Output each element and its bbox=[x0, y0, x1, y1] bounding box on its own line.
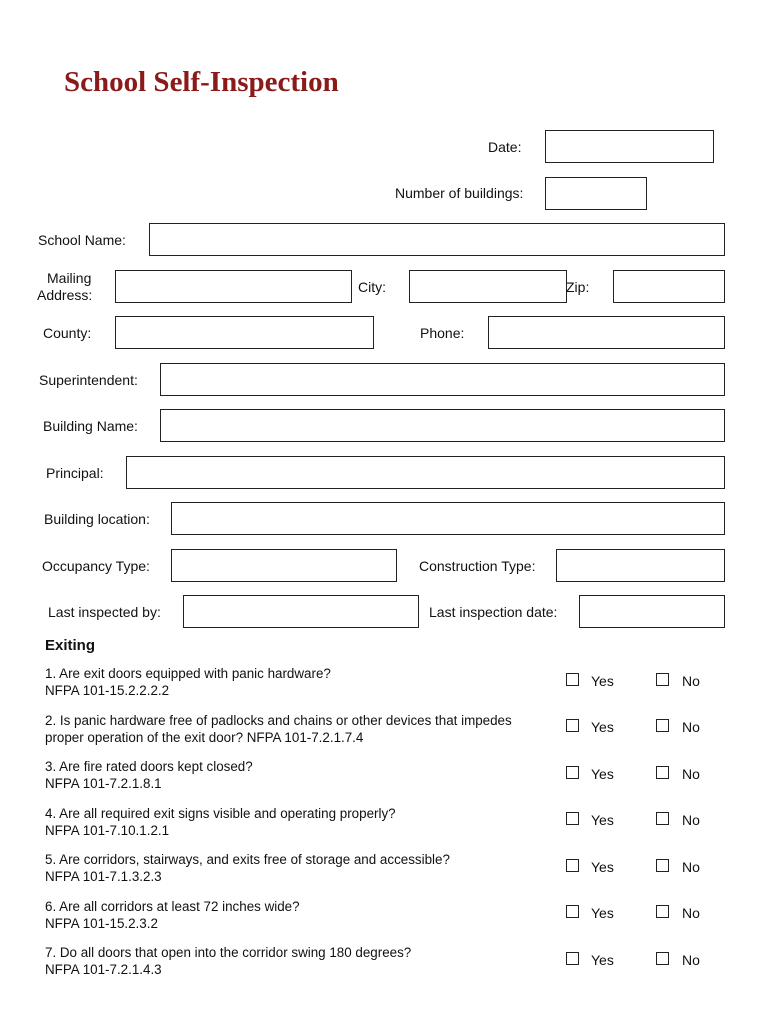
question-text: 3. Are fire rated doors kept closed? bbox=[45, 759, 253, 774]
question-text: 2. Is panic hardware free of padlocks and chains or other devices that impedes bbox=[45, 713, 512, 728]
yes-checkbox[interactable] bbox=[566, 673, 579, 686]
mailing-label-line1: Mailing bbox=[47, 270, 92, 286]
yes-label: Yes bbox=[591, 719, 614, 735]
question-reference: NFPA 101-15.2.2.2.2 bbox=[45, 683, 170, 698]
no-label: No bbox=[682, 952, 700, 968]
question-text: 5. Are corridors, stairways, and exits free of storage and accessible? bbox=[45, 852, 450, 867]
mailing-address-field[interactable] bbox=[115, 270, 352, 303]
city-field[interactable] bbox=[409, 270, 567, 303]
yes-checkbox[interactable] bbox=[566, 859, 579, 872]
phone-field[interactable] bbox=[488, 316, 725, 349]
superintendent-field[interactable] bbox=[160, 363, 725, 396]
question-reference: NFPA 101-15.2.3.2 bbox=[45, 916, 158, 931]
no-checkbox[interactable] bbox=[656, 905, 669, 918]
occupancy-type-field[interactable] bbox=[171, 549, 397, 582]
zip-label: Zip: bbox=[566, 279, 590, 295]
yes-checkbox[interactable] bbox=[566, 905, 579, 918]
yes-label: Yes bbox=[591, 859, 614, 875]
question-reference: NFPA 101-7.2.1.8.1 bbox=[45, 776, 162, 791]
page-title: School Self-Inspection bbox=[64, 66, 339, 98]
zip-field[interactable] bbox=[613, 270, 725, 303]
superintendent-label: Superintendent: bbox=[39, 372, 138, 388]
question-text: 7. Do all doors that open into the corridor swing 180 degrees? bbox=[45, 945, 412, 960]
question-text: 6. Are all corridors at least 72 inches wide? bbox=[45, 899, 300, 914]
principal-field[interactable] bbox=[126, 456, 725, 489]
building-location-field[interactable] bbox=[171, 502, 725, 535]
last-inspected-by-label: Last inspected by: bbox=[48, 604, 161, 620]
city-label: City: bbox=[358, 279, 386, 295]
yes-checkbox[interactable] bbox=[566, 766, 579, 779]
date-label: Date: bbox=[488, 139, 522, 155]
question-text: 4. Are all required exit signs visible and operating properly? bbox=[45, 806, 396, 821]
no-label: No bbox=[682, 905, 700, 921]
occupancy-type-label: Occupancy Type: bbox=[42, 558, 150, 574]
construction-type-field[interactable] bbox=[556, 549, 725, 582]
question-reference: NFPA 101-7.1.3.2.3 bbox=[45, 869, 162, 884]
no-checkbox[interactable] bbox=[656, 859, 669, 872]
no-checkbox[interactable] bbox=[656, 766, 669, 779]
question-reference: NFPA 101-7.10.1.2.1 bbox=[45, 823, 170, 838]
school-name-label: School Name: bbox=[38, 232, 126, 248]
county-label: County: bbox=[43, 325, 92, 341]
num-buildings-field[interactable] bbox=[545, 177, 647, 210]
no-checkbox[interactable] bbox=[656, 812, 669, 825]
yes-label: Yes bbox=[591, 812, 614, 828]
yes-checkbox[interactable] bbox=[566, 812, 579, 825]
no-label: No bbox=[682, 719, 700, 735]
building-location-label: Building location: bbox=[44, 511, 150, 527]
yes-checkbox[interactable] bbox=[566, 952, 579, 965]
no-checkbox[interactable] bbox=[656, 673, 669, 686]
question-text: 1. Are exit doors equipped with panic hardware? bbox=[45, 666, 331, 681]
no-checkbox[interactable] bbox=[656, 952, 669, 965]
building-name-label: Building Name: bbox=[43, 418, 138, 434]
question-reference: NFPA 101-7.2.1.4.3 bbox=[45, 962, 162, 977]
mailing-label-line2: Address: bbox=[37, 287, 93, 303]
yes-label: Yes bbox=[591, 766, 614, 782]
phone-label: Phone: bbox=[420, 325, 465, 341]
construction-type-label: Construction Type: bbox=[419, 558, 536, 574]
yes-checkbox[interactable] bbox=[566, 719, 579, 732]
question-reference: proper operation of the exit door? NFPA 101-7.2.1.7.4 bbox=[45, 730, 364, 745]
no-label: No bbox=[682, 812, 700, 828]
no-checkbox[interactable] bbox=[656, 719, 669, 732]
building-name-field[interactable] bbox=[160, 409, 725, 442]
section-title-exiting: Exiting bbox=[45, 637, 96, 654]
principal-label: Principal: bbox=[46, 465, 104, 481]
no-label: No bbox=[682, 673, 700, 689]
yes-label: Yes bbox=[591, 952, 614, 968]
no-label: No bbox=[682, 859, 700, 875]
last-inspected-by-field[interactable] bbox=[183, 595, 419, 628]
date-field[interactable] bbox=[545, 130, 714, 163]
last-inspection-date-label: Last inspection date: bbox=[429, 604, 558, 620]
last-inspection-date-field[interactable] bbox=[579, 595, 725, 628]
yes-label: Yes bbox=[591, 673, 614, 689]
yes-label: Yes bbox=[591, 905, 614, 921]
school-name-field[interactable] bbox=[149, 223, 725, 256]
num-buildings-label: Number of buildings: bbox=[395, 185, 524, 201]
no-label: No bbox=[682, 766, 700, 782]
county-field[interactable] bbox=[115, 316, 374, 349]
